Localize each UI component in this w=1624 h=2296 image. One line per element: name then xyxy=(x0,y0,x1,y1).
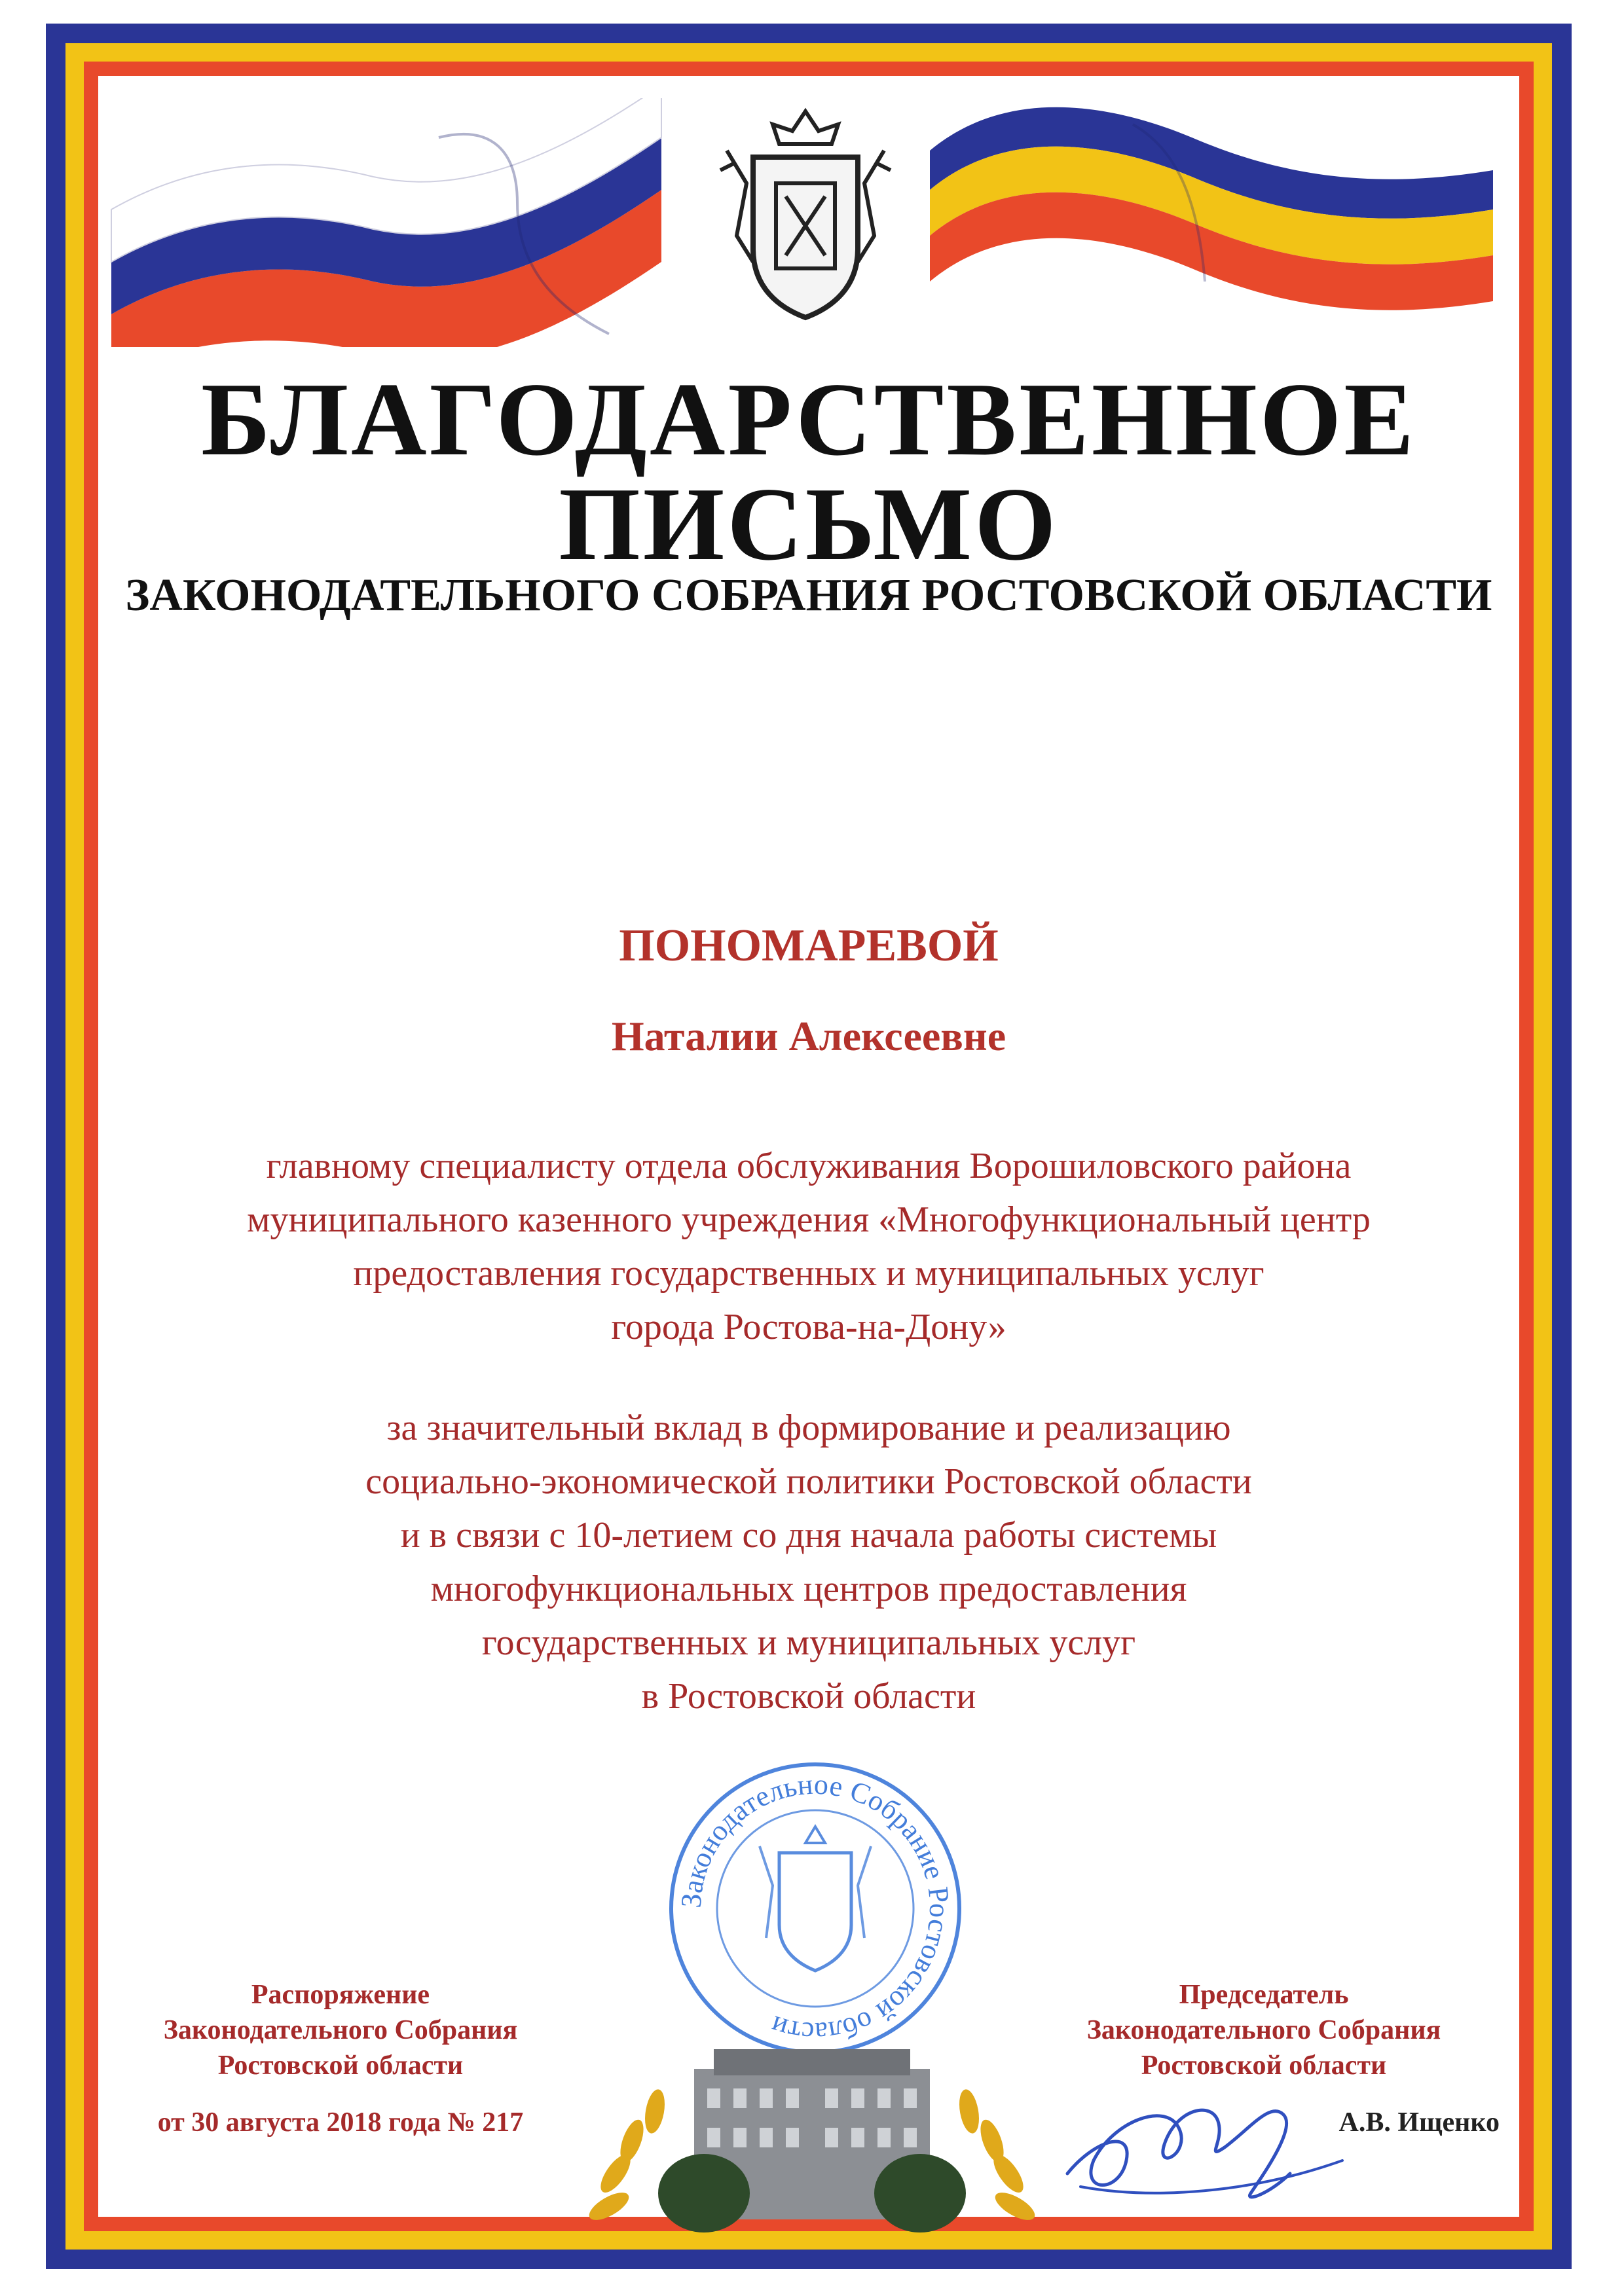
title-line-1: БЛАГОДАРСТВЕННОЕ xyxy=(201,361,1416,477)
reason-line: государственных и муниципальных услуг xyxy=(481,1622,1136,1663)
order-date: от 30 августа 2018 года № 217 xyxy=(157,2107,524,2138)
rostov-flag-icon xyxy=(917,98,1519,347)
recipient-position xyxy=(98,1139,1519,1354)
order-line: Распоряжение xyxy=(251,1980,430,2010)
reason-line: и в связи с 10-летием со дня начала работы системы xyxy=(400,1515,1217,1556)
order-line: Ростовской области xyxy=(217,2050,464,2081)
position-line: города Ростова-на-Дону» xyxy=(611,1307,1006,1347)
reason-line: социально-экономической политики Ростовской области xyxy=(365,1461,1252,1502)
position-line: муниципального казенного учреждения «Многофункциональный центр xyxy=(247,1199,1371,1240)
reason-line: в Ростовской области xyxy=(641,1676,976,1717)
chairman-line: Ростовской области xyxy=(1141,2050,1387,2081)
issuer-subtitle: ЗАКОНОДАТЕЛЬНОГО СОБРАНИЯ РОСТОВСКОЙ ОБЛАСТИ xyxy=(125,570,1492,621)
position-line: предоставления государственных и муниципальных услуг xyxy=(353,1253,1264,1294)
recipient-surname: ПОНОМАРЕВОЙ xyxy=(619,920,999,971)
seal-text: Законодательное Собрание Ростовской области xyxy=(674,1768,956,2049)
chairman-name: А.В. Ищенко xyxy=(1338,2107,1500,2138)
order-line: Законодательного Собрания xyxy=(163,2015,518,2045)
chairman-line: Председатель xyxy=(1179,1980,1349,2010)
reason-line: многофункциональных центров предоставления xyxy=(430,1569,1187,1609)
title-line-2: ПИСЬМО xyxy=(559,465,1059,582)
recipient-given-names: Наталии Алексеевне xyxy=(611,1013,1006,1059)
official-seal xyxy=(661,1755,969,2062)
russian-flag-icon xyxy=(98,98,701,347)
position-line: главному специалисту отдела обслуживания Ворошиловского района xyxy=(266,1146,1352,1186)
building-icon xyxy=(563,2043,1061,2232)
award-reason xyxy=(98,1401,1519,1723)
chairman-line: Законодательного Собрания xyxy=(1086,2015,1441,2045)
reason-line: за значительный вклад в формирование и реализацию xyxy=(386,1408,1231,1448)
coat-of-arms-icon xyxy=(707,105,904,327)
order-reference xyxy=(111,1977,570,2083)
